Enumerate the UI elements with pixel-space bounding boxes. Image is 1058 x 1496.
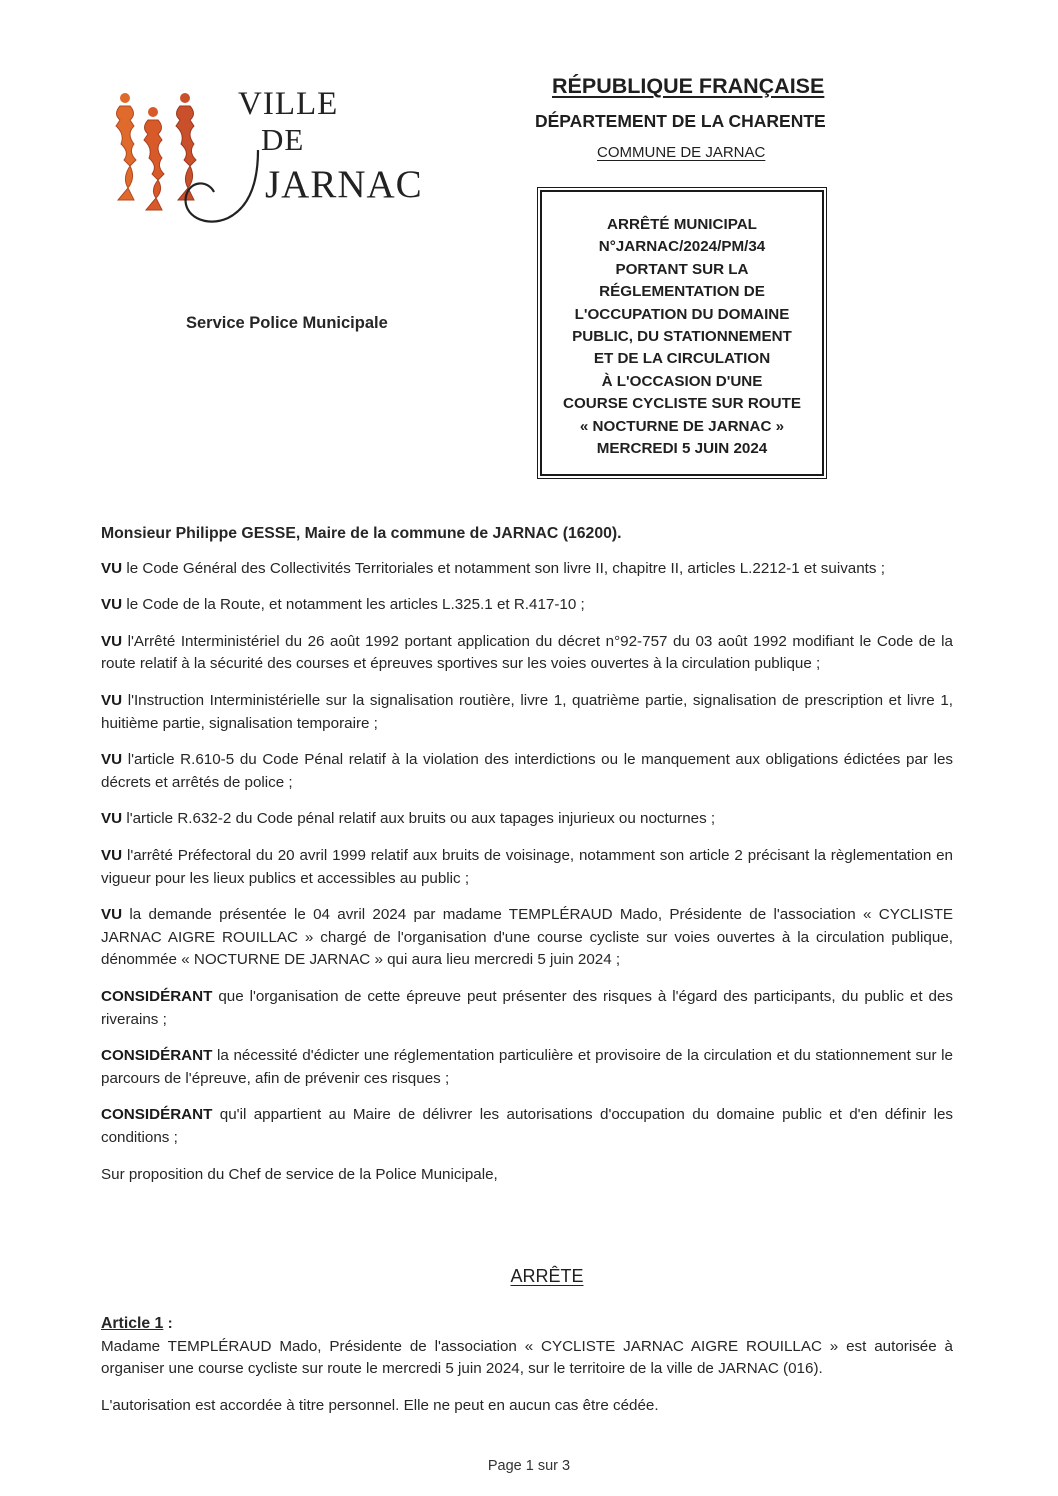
article-1-paragraph: L'autorisation est accordée à titre personnel. Elle ne peut en aucun cas être cédée.: [101, 1396, 659, 1414]
body-paragraph: [101, 594, 953, 617]
departement-heading: DÉPARTEMENT DE LA CHARENTE: [535, 111, 826, 131]
body-paragraph: [101, 1104, 953, 1149]
paragraph-lead: VU: [101, 559, 123, 577]
logo-figure-2: [144, 107, 164, 210]
arrete-title-line: L'OCCUPATION DU DOMAINE: [574, 305, 790, 323]
paragraph-text: l'article R.610-5 du Code Pénal relatif à la violation des interdictions ou le manquement aux obligations édictées par les décrets et arrêtés de police ;: [101, 751, 953, 791]
paragraph-text: le Code de la Route, et notamment les articles L.325.1 et R.417-10 ;: [122, 596, 585, 614]
logo-swash: [186, 150, 258, 222]
service-label: Service Police Municipale: [186, 314, 388, 332]
paragraph-lead: VU: [101, 810, 123, 828]
paragraph-lead: VU: [101, 751, 123, 769]
logo-word-ville: VILLE: [238, 86, 339, 122]
paragraph-lead: VU: [101, 692, 123, 710]
document-body: [101, 523, 953, 1200]
logo-word-de: DE: [261, 122, 305, 157]
paragraph-lead: VU: [101, 596, 123, 614]
body-paragraph: [101, 808, 953, 831]
body-paragraph: [101, 1045, 953, 1090]
body-paragraph: [101, 749, 953, 794]
paragraph-lead: CONSIDÉRANT: [101, 1106, 213, 1124]
logo-figure-1: [116, 93, 136, 200]
body-paragraph: [101, 986, 953, 1031]
ville-de-jarnac-logo: [108, 86, 423, 228]
body-paragraph: [101, 631, 953, 676]
republique-heading: RÉPUBLIQUE FRANÇAISE: [552, 74, 825, 98]
paragraph-lead: VU: [101, 906, 123, 924]
arrete-title-line: À L'OCCASION D'UNE: [601, 372, 763, 390]
logo-figure-3: [176, 93, 196, 200]
paragraph-text: la nécessité d'édicter une réglementation particulière et provisoire de la circulation et du stationnement sur le parcours de l'épreuve, afin de prévenir ces risques ;: [101, 1047, 953, 1087]
commune-heading: COMMUNE DE JARNAC: [597, 144, 766, 161]
paragraph-text: qu'il appartient au Maire de délivrer les autorisations d'occupation du domaine public et d'en définir les conditions ;: [101, 1106, 953, 1146]
paragraph-text: l'Instruction Interministérielle sur la signalisation routière, livre 1, quatrième partie, signalisation de prescription et livre 1, huitième partie, signalisation temporaire ;: [101, 692, 953, 732]
arrete-title-lines: [542, 214, 822, 460]
article-1: [101, 1313, 953, 1431]
article-title-text: Article 1: [101, 1315, 164, 1332]
arrete-heading-text: ARRÊTE: [510, 1266, 584, 1286]
article-1-paragraph: Madame TEMPLÉRAUD Mado, Présidente de l'association « CYCLISTE JARNAC AIGRE ROUILLAC » est autorisée à organiser une course cycliste sur route le mercredi 5 juin 2024, sur le territoire de la ville de JARNAC (016).: [101, 1337, 953, 1377]
body-paragraph: [101, 690, 953, 735]
mayor-intro: Monsieur Philippe GESSE, Maire de la commune de JARNAC (16200).: [101, 525, 622, 542]
paragraph-text: le Code Général des Collectivités Territoriales et notamment son livre II, chapitre II, articles L.2212-1 et suivants ;: [122, 559, 885, 577]
arrete-title-line: N°JARNAC/2024/PM/34: [598, 238, 766, 256]
article-title-suffix: :: [163, 1315, 173, 1332]
body-paragraph: [101, 904, 953, 972]
paragraph-lead: VU: [101, 847, 123, 865]
arrete-title-line: RÉGLEMENTATION DE: [599, 283, 765, 301]
arrete-title-line: COURSE CYCLISTE SUR ROUTE: [563, 395, 801, 413]
arrete-title-line: « NOCTURNE DE JARNAC »: [579, 417, 785, 435]
body-paragraph: [101, 558, 953, 581]
paragraph-text: l'Arrêté Interministériel du 26 août 1992 portant application du décret n°92-757 du 03 août 1992 modifiant le Code de la route relatif à la sécurité des courses et épreuves sportives sur les voies ouvertes à la circulation publique ;: [101, 632, 953, 673]
paragraph-lead: VU: [101, 632, 123, 650]
paragraph-text: Sur proposition du Chef de service de la Police Municipale,: [101, 1165, 498, 1183]
page-number: Page 1 sur 3: [487, 1458, 571, 1474]
paragraph-lead: CONSIDÉRANT: [101, 1047, 213, 1065]
arrete-title-line: MERCREDI 5 JUIN 2024: [596, 440, 768, 458]
arrete-title-line: PORTANT SUR LA: [615, 260, 749, 278]
paragraph-text: la demande présentée le 04 avril 2024 par madame TEMPLÉRAUD Mado, Présidente de l'association « CYCLISTE JARNAC AIGRE ROUILLAC » chargé de l'organisation d'une course cycliste sur voies ouvertes à la circulation publique, dénommée « NOCTURNE DE JARNAC » qui aura lieu mercredi 5 juin 2024 ;: [101, 906, 953, 969]
arrete-heading: [0, 1266, 1058, 1287]
arrete-title-box: [540, 190, 824, 476]
paragraph-text: que l'organisation de cette épreuve peut présenter des risques à l'égard des participants, du public et des riverains ;: [101, 988, 953, 1028]
body-paragraph: [101, 1164, 953, 1187]
paragraph-text: l'article R.632-2 du Code pénal relatif aux bruits ou aux tapages injurieux ou nocturnes ;: [122, 810, 716, 828]
logo-word-jarnac: JARNAC: [265, 163, 423, 206]
article-1-title: [101, 1313, 953, 1336]
arrete-title-line: ARRÊTÉ MUNICIPAL: [607, 216, 757, 233]
paragraph-text: l'arrêté Préfectoral du 20 avril 1999 relatif aux bruits de voisinage, notamment son article 2 précisant la règlementation en vigueur pour les lieux publics et accessibles au public ;: [101, 847, 953, 887]
arrete-title-line: ET DE LA CIRCULATION: [593, 350, 771, 368]
arrete-title-line: PUBLIC, DU STATIONNEMENT: [572, 328, 792, 346]
body-paragraph: [101, 845, 953, 890]
paragraph-lead: CONSIDÉRANT: [101, 988, 213, 1005]
